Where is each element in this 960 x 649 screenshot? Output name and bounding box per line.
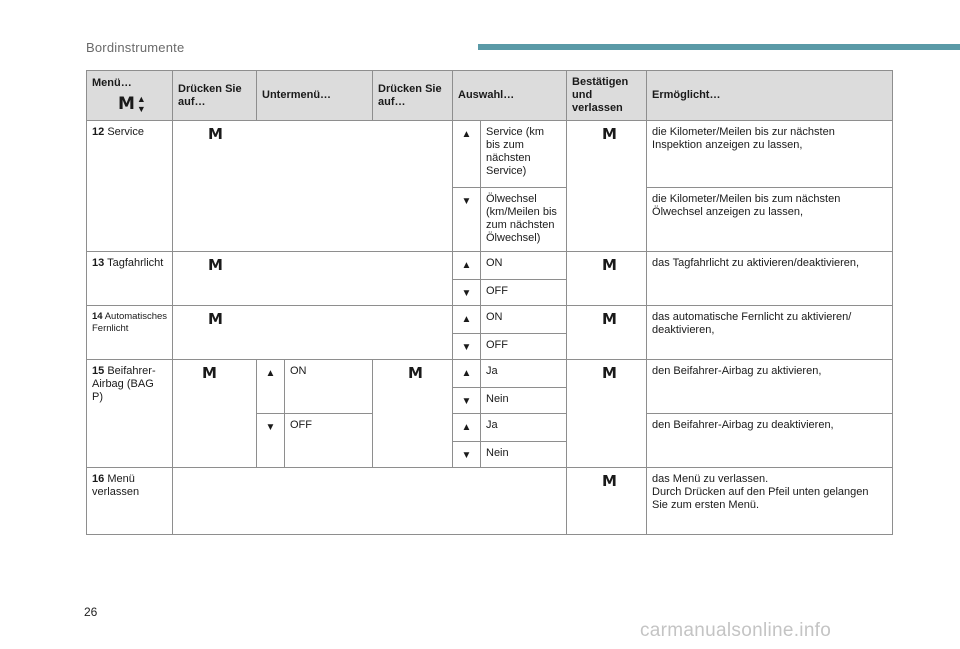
confirm-cell	[567, 306, 647, 360]
col-header-menu: Menü… M ▲ ▼	[87, 71, 173, 121]
down-arrow-icon: ▼	[461, 196, 472, 207]
enables-cell: die Kilometer/Meilen bis zur nächsten Inspektion anzeigen zu lassen,	[647, 121, 893, 188]
col-header-submenu: Untermenü…	[257, 71, 373, 121]
enables-cell: das Tagfahrlicht zu aktivieren/deaktivieren,	[647, 252, 893, 306]
m-button-icon: M	[408, 364, 423, 382]
m-button-icon: M	[208, 125, 223, 143]
col-header-confirm: Bestätigen und verlassen	[567, 71, 647, 121]
menu-cell-highbeam: 14 Automatisches Fernlicht	[87, 306, 173, 360]
selection-cell: Nein	[481, 442, 567, 468]
selection-cell: OFF	[481, 334, 567, 360]
press-cell	[173, 121, 453, 252]
arrow-cell	[453, 306, 481, 334]
press-cell	[173, 360, 257, 468]
arrow-cell	[453, 442, 481, 468]
up-arrow-icon: ▲	[265, 368, 276, 379]
arrow-cell	[453, 252, 481, 280]
section-title: Bordinstrumente	[86, 40, 185, 55]
col-header-selection: Auswahl…	[453, 71, 567, 121]
menu-table	[86, 70, 893, 535]
m-button-icon: M	[602, 256, 617, 274]
up-arrow-icon: ▲	[461, 129, 472, 140]
menu-cell-service: 12 Service	[87, 121, 173, 252]
m-button-icon: M	[602, 310, 617, 328]
m-up-down-icon: M ▲ ▼	[118, 93, 146, 114]
up-arrow-icon: ▲	[461, 260, 472, 271]
empty-cell	[173, 468, 567, 535]
header-accent-bar	[478, 44, 960, 50]
down-arrow-icon: ▼	[461, 450, 472, 461]
selection-cell: Ja	[481, 360, 567, 388]
up-arrow-icon: ▲	[461, 422, 472, 433]
confirm-cell	[567, 121, 647, 252]
m-button-icon: M	[602, 364, 617, 382]
selection-cell: ON	[481, 252, 567, 280]
down-arrow-icon: ▼	[461, 288, 472, 299]
selection-cell: Nein	[481, 388, 567, 414]
col-header-enables: Ermöglicht…	[647, 71, 893, 121]
page-number: 26	[84, 605, 98, 619]
confirm-cell	[567, 468, 647, 535]
table-row	[87, 468, 893, 535]
press-cell	[173, 252, 453, 306]
table-row	[87, 306, 893, 334]
table-row	[87, 252, 893, 280]
enables-cell: das Menü zu verlassen. Durch Drücken auf den Pfeil unten gelangen Sie zum ersten Menü.	[647, 468, 893, 535]
up-arrow-icon: ▲	[461, 368, 472, 379]
table-header-row	[87, 71, 893, 121]
arrow-cell	[453, 121, 481, 188]
down-arrow-icon: ▼	[461, 396, 472, 407]
col-header-press-2: Drücken Sie auf…	[373, 71, 453, 121]
enables-cell: den Beifahrer-Airbag zu deaktivieren,	[647, 414, 893, 468]
submenu-cell: OFF	[285, 414, 373, 468]
selection-cell: Service (km bis zum nächsten Service)	[481, 121, 567, 188]
enables-cell: das automatische Fernlicht zu aktivieren/ deaktivieren,	[647, 306, 893, 360]
selection-cell: ON	[481, 306, 567, 334]
m-button-icon: M	[602, 472, 617, 490]
arrow-cell	[257, 360, 285, 414]
selection-cell: Ölwechsel (km/Meilen bis zum nächsten Ölwechsel)	[481, 188, 567, 252]
arrow-cell	[453, 388, 481, 414]
menu-cell-daylight: 13 Tagfahrlicht	[87, 252, 173, 306]
confirm-cell	[567, 252, 647, 306]
up-arrow-icon: ▲	[461, 314, 472, 325]
arrow-cell	[453, 360, 481, 388]
arrow-cell	[453, 280, 481, 306]
down-arrow-icon: ▼	[461, 342, 472, 353]
col-header-press: Drücken Sie auf…	[173, 71, 257, 121]
arrow-cell	[453, 334, 481, 360]
confirm-cell	[567, 360, 647, 468]
down-arrow-icon: ▼	[265, 422, 276, 433]
table-row	[87, 121, 893, 188]
enables-cell: den Beifahrer-Airbag zu aktivieren,	[647, 360, 893, 414]
press-cell	[173, 306, 453, 360]
table-row	[87, 360, 893, 388]
arrow-cell	[453, 414, 481, 442]
arrow-cell	[453, 188, 481, 252]
m-button-icon: M	[208, 256, 223, 274]
menu-cell-airbag: 15 Beifahrer-Airbag (BAG P)	[87, 360, 173, 468]
menu-cell-exit: 16 Menü verlassen	[87, 468, 173, 535]
enables-cell: die Kilometer/Meilen bis zum nächsten Ölwechsel anzeigen zu lassen,	[647, 188, 893, 252]
m-button-icon: M	[208, 310, 223, 328]
m-button-icon: M	[602, 125, 617, 143]
selection-cell: Ja	[481, 414, 567, 442]
arrow-cell	[257, 414, 285, 468]
watermark: carmanualsonline.info	[640, 620, 832, 641]
selection-cell: OFF	[481, 280, 567, 306]
press-cell-2	[373, 360, 453, 468]
m-button-icon: M	[202, 364, 217, 382]
submenu-cell: ON	[285, 360, 373, 414]
